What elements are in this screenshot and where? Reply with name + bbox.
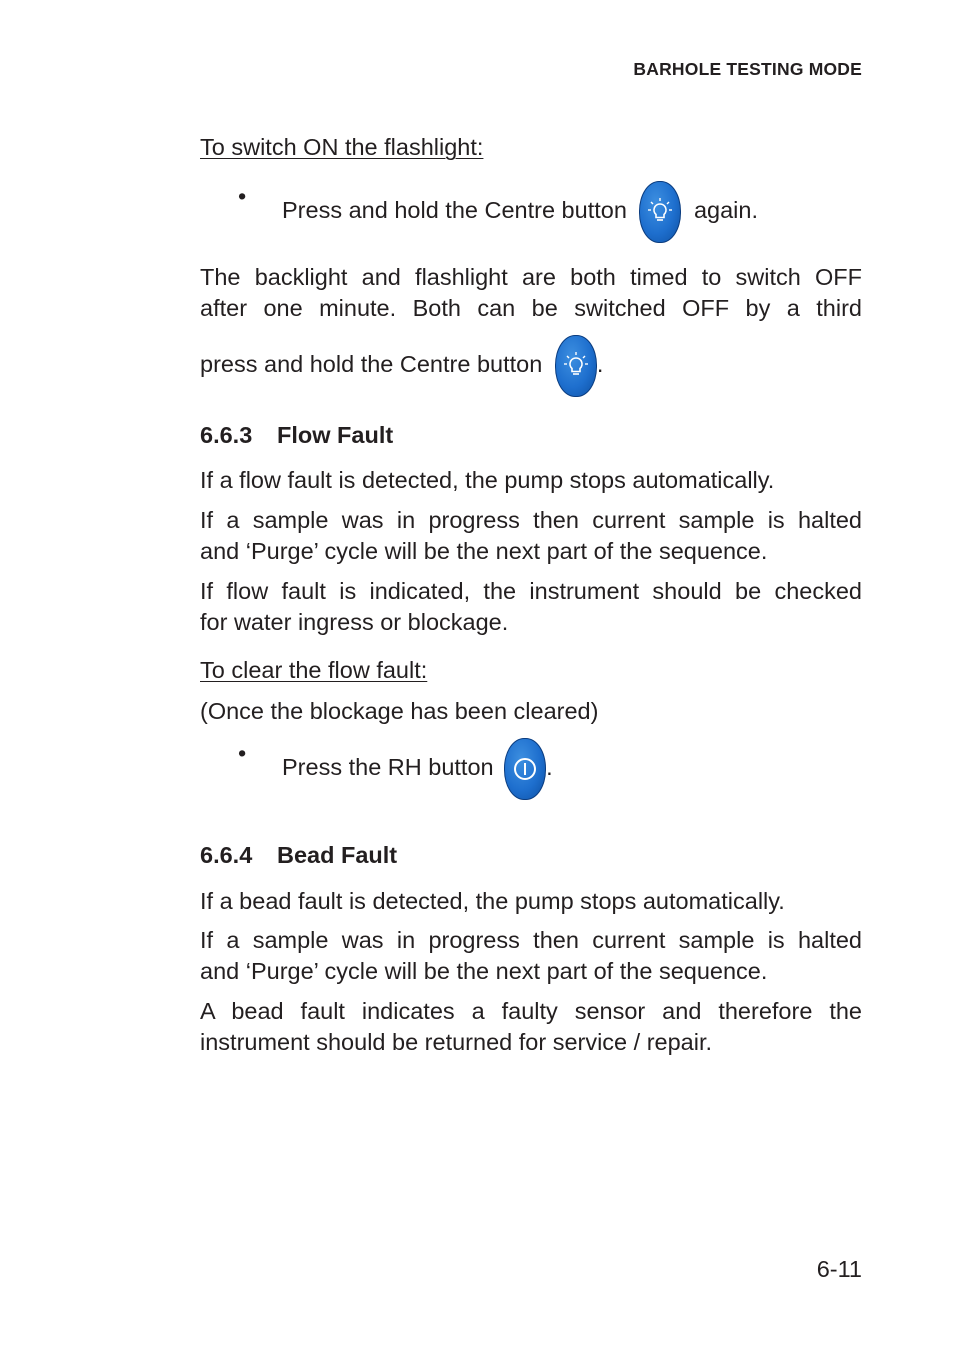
clear-flow-fault-subheading: To clear the flow fault:	[200, 657, 428, 683]
flashlight-bullet	[238, 181, 758, 243]
bullet-text: Press the RH button	[282, 754, 494, 781]
bullet-dot: •	[238, 183, 247, 209]
para-line3-text: press and hold the Centre button	[200, 351, 543, 377]
section-header: BARHOLE TESTING MODE	[633, 59, 862, 79]
bead-fault-p3-line1: A bead fault indicates a faulty sensor and therefore the	[200, 998, 862, 1024]
bullet-text: Press and hold the Centre button	[282, 197, 627, 224]
flow-fault-p3-line1: If flow fault is indicated, the instrument should be checked	[200, 578, 862, 604]
flow-fault-bullet	[238, 738, 553, 800]
lightbulb-icon	[563, 351, 589, 381]
flow-fault-p2-line1: If a sample was in progress then current sample is halted	[200, 507, 862, 533]
heading-number: 6.6.3	[200, 422, 253, 448]
flashlight-subheading: To switch ON the flashlight:	[200, 134, 484, 160]
bead-fault-p3-line2: instrument should be returned for service / repair.	[200, 1029, 713, 1055]
bead-fault-p2-line1: If a sample was in progress then current sample is halted	[200, 927, 862, 953]
section-heading-flow-fault	[200, 422, 393, 449]
bullet-suffix: again.	[693, 197, 758, 224]
para-line3-suffix: .	[596, 351, 604, 377]
flashlight-para-line3	[200, 334, 603, 397]
power-icon	[512, 756, 538, 782]
flashlight-para-line1: The backlight and flashlight are both timed to switch OFF	[200, 264, 862, 290]
flashlight-para-line2: after one minute. Both can be switched OFF by a third	[200, 295, 862, 321]
lightbulb-icon	[647, 197, 673, 227]
centre-button-icon	[555, 335, 597, 397]
flow-fault-p3-line2: for water ingress or blockage.	[200, 609, 509, 635]
heading-title: Bead Fault	[277, 842, 398, 868]
bead-fault-p2-line2: and ‘Purge’ cycle will be the next part of the sequence.	[200, 958, 768, 984]
bullet-dot: •	[238, 740, 247, 766]
rh-button-icon	[504, 738, 546, 800]
page-number: 6-11	[816, 1256, 862, 1282]
bullet-suffix: .	[546, 754, 553, 781]
flow-fault-p2-line2: and ‘Purge’ cycle will be the next part of the sequence.	[200, 538, 768, 564]
heading-number: 6.6.4	[200, 842, 253, 868]
centre-button-icon	[639, 181, 681, 243]
section-heading-bead-fault	[200, 842, 397, 869]
bead-fault-p1: If a bead fault is detected, the pump stops automatically.	[200, 888, 785, 914]
clear-flow-fault-note: (Once the blockage has been cleared)	[200, 698, 599, 724]
flow-fault-p1: If a flow fault is detected, the pump stops automatically.	[200, 467, 775, 493]
heading-title: Flow Fault	[277, 422, 394, 448]
